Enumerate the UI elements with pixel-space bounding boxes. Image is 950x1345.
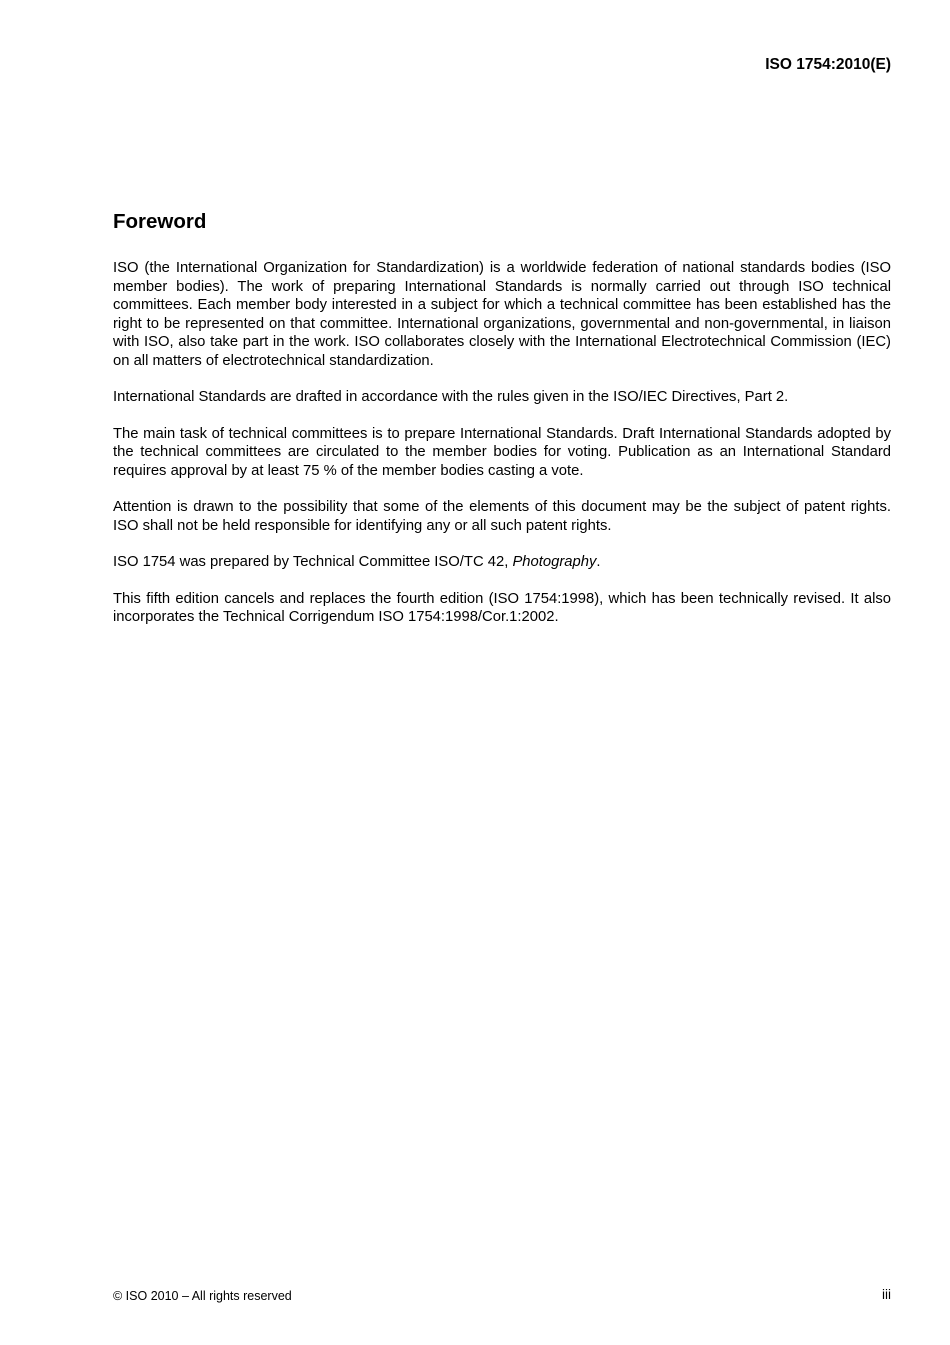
page-number: iii — [882, 1287, 891, 1302]
document-id: ISO 1754:2010(E) — [765, 56, 891, 73]
paragraph-technical-committees: The main task of technical committees is to prepare International Standards. Draft International Standards adopted by the technical committees are circulated to the member bodies for voting. Publication as an International Standard requires approval by at least 75 % of the member bodies casting a vote. — [113, 425, 891, 479]
foreword-heading: Foreword — [113, 210, 207, 233]
prepared-by-text: ISO 1754 was prepared by Technical Committee ISO/TC 42, — [113, 554, 513, 570]
paragraph-iso-federation: ISO (the International Organization for Standardization) is a worldwide federation of national standards bodies (ISO member bodies). The work of preparing International Standards is normally carried out through ISO technical committees. Each member body interested in a subject for which a technical committee has been established has the right to be represented on that committee. International organizations, governmental and non-governmental, in liaison with ISO, also take part in the work. ISO collaborates closely with the International Electrotechnical Commission (IEC) on all matters of electrotechnical standardization. — [113, 260, 891, 369]
paragraph-patent-rights: Attention is drawn to the possibility that some of the elements of this document may be the subject of patent rights. ISO shall not be held responsible for identifying any or all such patent rights. — [113, 499, 891, 534]
paragraph-edition-note: This fifth edition cancels and replaces the fourth edition (ISO 1754:1998), which has been technically revised. It also incorporates the Technical Corrigendum ISO 1754:1998/Cor.1:2002. — [113, 590, 891, 625]
paragraph-directives: International Standards are drafted in accordance with the rules given in the ISO/IEC Directives, Part 2. — [113, 389, 789, 405]
committee-name: Photography — [512, 554, 597, 570]
paragraph-prepared-by — [113, 553, 891, 572]
foreword-body — [113, 259, 891, 645]
prepared-by-end: . — [596, 554, 601, 570]
copyright-notice: © ISO 2010 – All rights reserved — [113, 1289, 292, 1303]
